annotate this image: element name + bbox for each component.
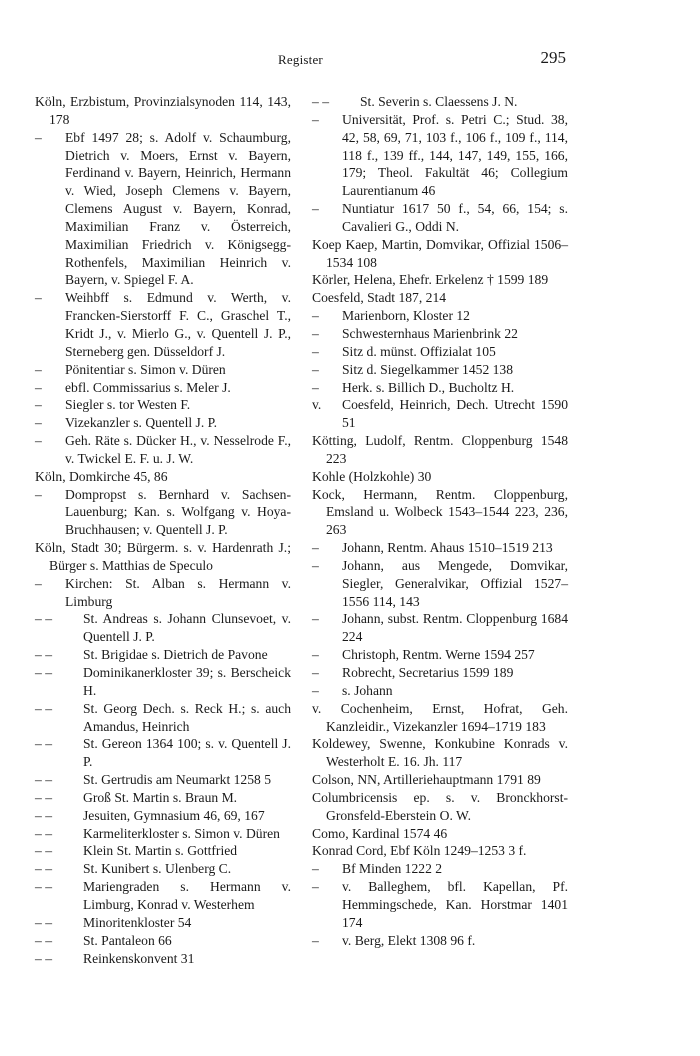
entry-marker: – – (35, 789, 52, 805)
entry-text: ebfl. Commissarius s. Meler J. (65, 379, 231, 395)
index-entry (312, 842, 568, 860)
index-entry (312, 343, 568, 361)
entry-text: Colson, NN, Artilleriehauptmann 1791 89 (312, 772, 541, 788)
running-title: Register (278, 52, 323, 67)
entry-text: Johann, Rentm. Ahaus 1510–1519 213 (342, 540, 553, 556)
entry-text: St. Severin s. Claessens J. N. (360, 94, 518, 109)
index-entry (35, 914, 291, 932)
index-entry (312, 289, 568, 307)
entry-text: Universität, Prof. s. Petri C.; Stud. 38, 42, 58, 69, 71, 103 f., 106 f., 109 f., 114, 118 f., 139 ff., 144, 147, 149, 155, 166, 179; Theol. Fakultät 46; Collegium Laurentianum 46 (342, 111, 572, 199)
entry-marker: – – (35, 700, 52, 716)
entry-text: Vizekanzler s. Quentell J. P. (65, 415, 218, 431)
entry-text: Geh. Räte s. Dücker H., v. Nesselrode F., v. Twickel E. F. u. J. W. (65, 433, 295, 466)
entry-marker: – – (312, 94, 329, 109)
entry-marker: – (35, 575, 42, 591)
entry-marker: v. (312, 397, 322, 413)
entry-text: Nuntiatur 1617 50 f., 54, 66, 154; s. Cavalieri G., Oddi N. (342, 201, 572, 234)
index-entry (312, 878, 572, 932)
index-entry (35, 807, 291, 825)
index-entry (312, 379, 568, 397)
entry-text: St. Georg Dech. s. Reck H.; s. auch Amandus, Heinrich (83, 700, 294, 734)
entry-marker: – – (35, 914, 52, 930)
entry-text: v. Berg, Elekt 1308 96 f. (342, 932, 476, 948)
index-entry (312, 860, 568, 878)
entry-text: Konrad Cord, Ebf Köln 1249–1253 3 f. (312, 843, 527, 859)
entry-marker: – (312, 343, 319, 359)
entry-marker: – (312, 325, 319, 341)
index-entry (35, 825, 291, 843)
entry-marker: – (312, 647, 319, 663)
entry-text: Minoritenkloster 54 (83, 914, 192, 930)
index-entry (312, 932, 568, 950)
entry-text: Kirchen: St. Alban s. Hermann v. Limburg (65, 575, 295, 609)
entry-text: Körler, Helena, Ehefr. Erkelenz † 1599 189 (312, 272, 549, 288)
entry-marker: – – (35, 879, 52, 895)
entry-marker: – (312, 308, 319, 324)
entry-marker: – (35, 486, 42, 502)
index-entry (35, 486, 291, 540)
page-header (35, 48, 566, 72)
entry-text: v. Cochenheim, Ernst, Hofrat, Geh. Kanzleidir., Vizekanzler 1694–1719 183 (312, 700, 572, 734)
index-entry (312, 361, 568, 379)
entry-marker: – (312, 682, 319, 698)
entry-text: Karmeliterkloster s. Simon v. Düren (83, 825, 280, 841)
entry-text: Jesuiten, Gymnasium 46, 69, 167 (83, 807, 265, 823)
entry-text: Ebf 1497 28; s. Adolf v. Schaumburg, Dietrich v. Moers, Ernst v. Bayern, Ferdinand v. Bayern, Heinrich, Hermann v. Wied, Joseph Clemens v. Bayern, Clemens August v. Bayern, Konrad, Maximilian Franz v. Österreich, Maximilian Friedrich v. Königsegg-Rothenfels, Maximilian Heinrich v. Bayern, v. Spiegel F. A. (65, 129, 295, 288)
entry-marker: – (312, 932, 319, 948)
entry-marker: – (312, 361, 319, 377)
index-entry (35, 771, 291, 789)
entry-text: Coesfeld, Heinrich, Dech. Utrecht 1590 51 (342, 397, 572, 431)
index-entry (312, 646, 568, 664)
right-column (312, 93, 572, 950)
entry-text: Dompropst s. Bernhard v. Sachsen-Lauenburg; Kan. s. Wolfgang v. Hoya-Bruchhausen; v. Quentell J. P. (65, 486, 291, 538)
entry-marker: – – (35, 861, 52, 877)
entry-marker: – – (35, 807, 52, 823)
entry-text: Sitz d. Siegelkammer 1452 138 (342, 361, 514, 377)
entry-marker: – (35, 129, 42, 145)
index-entry (312, 325, 568, 343)
index-entry (35, 129, 295, 290)
entry-text: Columbricensis ep. s. v. Bronckhorst-Gronsfeld-Eberstein O. W. (312, 789, 568, 823)
entry-text: Dominikanerkloster 39; s. Berscheick H. (83, 665, 295, 698)
entry-text: Sitz d. münst. Offizialat 105 (342, 343, 496, 359)
entry-text: Robrecht, Secretarius 1599 189 (342, 665, 514, 680)
entry-marker: – – (35, 611, 52, 627)
entry-text: Coesfeld, Stadt 187, 214 (312, 290, 447, 306)
entry-marker: – (312, 201, 319, 217)
index-entry (312, 396, 572, 432)
entry-marker: – – (35, 932, 52, 948)
entry-marker: – – (35, 736, 52, 752)
index-entry (35, 664, 295, 700)
entry-text: Klein St. Martin s. Gottfried (83, 843, 238, 859)
entry-text: Johann, subst. Rentm. Cloppenburg 1684 224 (342, 611, 572, 645)
index-entry (312, 236, 568, 272)
index-entry (312, 557, 572, 611)
entry-text: Kötting, Ludolf, Rentm. Cloppenburg 1548 223 (312, 433, 572, 466)
entry-marker: – (312, 879, 319, 895)
entry-text: Kohle (Holzkohle) 30 (312, 468, 432, 484)
index-entry (35, 361, 291, 379)
entry-text: Bf Minden 1222 2 (342, 861, 443, 877)
index-entry (35, 468, 291, 486)
index-entry (312, 700, 572, 736)
index-entry (35, 289, 295, 360)
index-entry (35, 932, 291, 950)
index-entry (35, 432, 295, 468)
index-entry (312, 486, 572, 540)
entry-marker: – (312, 540, 319, 556)
entry-text: Köln, Domkirche 45, 86 (35, 468, 168, 484)
index-entry (35, 860, 291, 878)
index-entry (35, 700, 294, 736)
index-entry (312, 610, 572, 646)
entry-marker: – (35, 361, 42, 377)
entry-text: Koldewey, Swenne, Konkubine Konrads v. Westerholt E. 16. Jh. 117 (312, 736, 572, 770)
entry-text: Köln, Stadt 30; Bürgerm. s. v. Hardenrath J.; Bürger s. Matthias de Speculo (35, 540, 295, 573)
index-entry (312, 93, 568, 111)
entry-marker: – (312, 611, 319, 627)
index-entry (35, 950, 291, 968)
index-entry (35, 842, 291, 860)
index-entry (312, 432, 572, 468)
index-entry (35, 735, 295, 771)
index-entry (312, 539, 568, 557)
entry-text: Reinkenskonvent 31 (83, 950, 195, 966)
entry-text: St. Andreas s. Johann Clunsevoet, v. Quentell J. P. (83, 611, 295, 645)
entry-marker: – (35, 290, 42, 306)
entry-marker: – (312, 557, 319, 573)
index-entry (312, 682, 568, 700)
entry-text: Kock, Hermann, Rentm. Cloppenburg, Emsland u. Wolbeck 1543–1544 223, 236, 263 (312, 486, 572, 538)
entry-text: Como, Kardinal 1574 46 (312, 825, 448, 841)
entry-text: Christoph, Rentm. Werne 1594 257 (342, 647, 535, 663)
entry-text: Johann, aus Mengede, Domvikar, Siegler, Generalvikar, Offizial 1527–1556 114, 143 (342, 557, 572, 609)
entry-text: Mariengraden s. Hermann v. Limburg, Konrad v. Westerhem (83, 879, 295, 912)
index-entry (35, 379, 291, 397)
entry-text: v. Balleghem, bfl. Kapellan, Pf. Hemmingschede, Kan. Horstmar 1401 174 (342, 879, 572, 930)
entry-marker: – (312, 665, 319, 680)
index-entry (35, 414, 291, 432)
entry-marker: – – (35, 647, 52, 663)
index-entry (312, 111, 572, 200)
entry-marker: – (312, 111, 319, 127)
entry-marker: – – (35, 950, 52, 966)
index-entry (35, 646, 291, 664)
index-entry (35, 610, 295, 646)
entry-text: Schwesternhaus Marienbrink 22 (342, 325, 518, 341)
entry-marker: – – (35, 772, 52, 788)
index-entry (35, 93, 295, 129)
entry-marker: – – (35, 825, 52, 841)
entry-marker: – – (35, 843, 52, 859)
index-entry (312, 735, 572, 771)
entry-marker: – (35, 415, 42, 431)
entry-text: St. Gertrudis am Neumarkt 1258 5 (83, 772, 272, 788)
entry-text: Groß St. Martin s. Braun M. (83, 789, 238, 805)
entry-text: St. Brigidae s. Dietrich de Pavone (83, 647, 268, 663)
index-entry (312, 307, 568, 325)
entry-marker: – (312, 861, 319, 877)
entry-text: St. Kunibert s. Ulenberg C. (83, 861, 232, 877)
index-entry (35, 789, 291, 807)
entry-text: St. Pantaleon 66 (83, 932, 172, 948)
entry-text: St. Gereon 1364 100; s. v. Quentell J. P. (83, 736, 295, 770)
left-column (35, 93, 295, 967)
index-entry (312, 789, 568, 825)
entry-text: Herk. s. Billich D., Bucholtz H. (342, 379, 515, 395)
entry-text: Köln, Erzbistum, Provinzialsynoden 114, 143, 178 (35, 94, 295, 127)
entry-text: Weihbff s. Edmund v. Werth, v. Francken-Sierstorff F. C., Graschel T., Kridt J., v. Mierlo G., v. Quentell J. P., Sterneberg gen. Düsseldorf J. (65, 290, 295, 359)
entry-marker: – – (35, 665, 52, 680)
page-number: 295 (540, 48, 566, 67)
index-entry (312, 468, 568, 486)
entry-text: Pönitentiar s. Simon v. Düren (65, 361, 226, 377)
entry-marker: – (35, 433, 42, 449)
entry-text: s. Johann (342, 682, 393, 698)
entry-marker: – (312, 379, 319, 395)
entry-marker: – (35, 379, 42, 395)
index-entry (35, 878, 295, 914)
entry-text: Koep Kaep, Martin, Domvikar, Offizial 1506–1534 108 (312, 236, 568, 270)
index-entry (35, 539, 295, 575)
index-entry (312, 664, 568, 682)
index-entry (312, 771, 568, 789)
index-entry (312, 825, 568, 843)
index-entry (35, 396, 291, 414)
index-entry (35, 575, 295, 611)
entry-marker: – (35, 397, 42, 413)
entry-text: Siegler s. tor Westen F. (65, 397, 191, 413)
index-entry (312, 200, 572, 236)
entry-text: Marienborn, Kloster 12 (342, 308, 470, 324)
index-entry (312, 271, 568, 289)
